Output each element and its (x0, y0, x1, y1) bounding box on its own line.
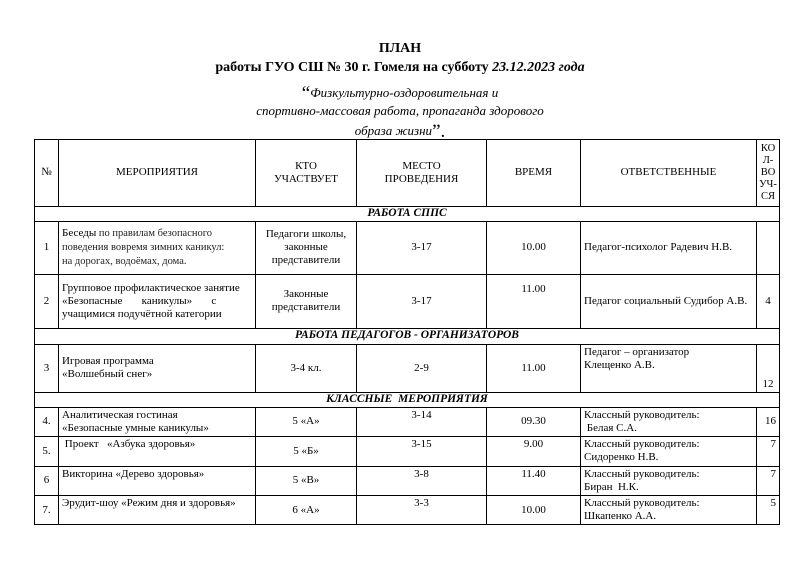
row-7-event: Эрудит-шоу «Режим дня и здоровья» (59, 495, 256, 524)
header-participants-2: УЧАСТВУЕТ (273, 173, 339, 185)
header-participants-1: КТО (295, 159, 317, 172)
row-2-num: 2 (35, 274, 59, 328)
row-2-who-1: Законные (283, 288, 329, 301)
row-6-event: Викторина «Дерево здоровья» (59, 466, 256, 495)
row-6-who: 5 «В» (256, 466, 357, 495)
row-3-event (59, 344, 256, 392)
row-7-responsible-2: Шкапенко А.А. (584, 510, 657, 523)
row-7-who: 6 «А» (256, 495, 357, 524)
row-3-who: 3-4 кл. (256, 344, 357, 392)
row-5-num: 5. (35, 437, 59, 466)
header-participants (256, 140, 357, 207)
row-5-place: 3-15 (357, 437, 487, 466)
row-2-who-2: представители (271, 301, 341, 314)
row-6-responsible (581, 466, 757, 495)
row-4-event-1: Аналитическая гостиная (62, 408, 178, 421)
row-3-place: 2-9 (357, 344, 487, 392)
row-4-responsible (581, 407, 757, 436)
header-place-1: МЕСТО (402, 159, 441, 172)
row-4-count: 16 (757, 407, 780, 436)
row-2-event-3: учащимися подучётной категории (62, 307, 222, 320)
row-1-event-lead: Беседы (62, 227, 97, 240)
topic-line-1-text: Физкультурно-оздоровительная и (310, 85, 499, 100)
header-count-3: ВО (760, 166, 776, 178)
section-row-spps (35, 207, 780, 222)
row-5-responsible-1: Классный руководитель: (584, 438, 700, 451)
row-1-event-3: на дорогах, водоёмах, дома. (62, 255, 187, 267)
row-1-who-3: представители (271, 254, 341, 267)
row-4-responsible-2: Белая С.А. (584, 421, 637, 434)
header-place (357, 140, 487, 207)
plan-table (34, 139, 780, 525)
row-2-event-2: «Безопасные каникулы» с (62, 294, 217, 307)
table-row (35, 437, 780, 466)
row-7-place: 3-3 (357, 495, 487, 524)
row-5-time: 9.00 (487, 437, 581, 466)
row-6-place: 3-8 (357, 466, 487, 495)
header-place-2: ПРОВЕДЕНИЯ (384, 173, 459, 185)
header-time: ВРЕМЯ (487, 140, 581, 207)
row-1-who (256, 221, 357, 274)
section-class-events: КЛАССНЫЕ МЕРОПРИЯТИЯ (35, 392, 780, 407)
row-2-responsible: Педагог социальный Судибор А.В. (581, 274, 757, 328)
row-1-who-1: Педагоги школы, (265, 228, 347, 241)
row-4-who: 5 «А» (256, 407, 357, 436)
subtitle-main: работы ГУО СШ № 30 г. Гомеля на субботу (215, 60, 489, 75)
row-1-num: 1 (35, 221, 59, 274)
open-quote: “ (301, 83, 311, 104)
row-7-responsible-1: Классный руководитель: (584, 496, 700, 509)
row-1-who-2: законные (284, 241, 328, 254)
section-spps: РАБОТА СППС (35, 207, 780, 222)
row-4-num: 4. (35, 407, 59, 436)
table-row (35, 407, 780, 436)
row-7-time: 10.00 (487, 495, 581, 524)
row-4-place: 3-14 (357, 407, 487, 436)
row-3-time: 11.00 (487, 344, 581, 392)
row-3-responsible-1: Педагог – организатор (584, 345, 690, 358)
section-organizers: РАБОТА ПЕДАГОГОВ - ОРГАНИЗАТОРОВ (35, 328, 780, 344)
row-2-place: 3-17 (357, 274, 487, 328)
row-6-count: 7 (757, 466, 780, 495)
header-count-5: СЯ (760, 191, 775, 203)
plan-subtitle (0, 60, 800, 76)
row-2-who (256, 274, 357, 328)
row-3-event-2: «Волшебный снег» (62, 368, 153, 381)
row-1-responsible: Педагог-психолог Радевич Н.В. (581, 221, 757, 274)
row-5-responsible (581, 437, 757, 466)
row-3-responsible (581, 344, 757, 392)
row-1-event-2: поведения вовремя зимних каникул: (62, 242, 225, 253)
row-4-event-2: «Безопасные умные каникулы» (62, 421, 209, 434)
row-6-num: 6 (35, 466, 59, 495)
row-7-responsible (581, 495, 757, 524)
topic-line-2: спортивно-массовая работа, пропаганда здорового (256, 103, 544, 118)
plan-title: ПЛАН (378, 41, 422, 56)
header-count-4: УЧ- (759, 179, 777, 191)
row-4-event (59, 407, 256, 436)
table-row (35, 466, 780, 495)
row-2-event-1: Групповое профилактическое занятие (62, 281, 240, 294)
row-5-count: 7 (757, 437, 780, 466)
table-row (35, 221, 780, 274)
row-2-count: 4 (757, 274, 780, 328)
row-1-event-1: по правилам безопасного (96, 228, 213, 240)
row-4-time: 09.30 (487, 407, 581, 436)
row-5-event: Проект «Азбука здоровья» (59, 437, 256, 466)
row-5-who: 5 «Б» (256, 437, 357, 466)
row-7-num: 7. (35, 495, 59, 524)
row-1-event (59, 221, 256, 274)
row-6-responsible-1: Классный руководитель: (584, 467, 700, 480)
header-count-2: Л- (762, 154, 774, 166)
table-row (35, 495, 780, 524)
close-quote: ”. (432, 121, 446, 142)
row-1-place: 3-17 (357, 221, 487, 274)
row-6-responsible-2: Биран Н.К. (584, 480, 639, 493)
topic-line-1 (0, 83, 800, 105)
row-7-count: 5 (757, 495, 780, 524)
header-count (757, 140, 780, 207)
row-5-responsible-2: Сидоренко Н.В. (584, 451, 659, 464)
row-6-time: 11.40 (487, 466, 581, 495)
section-row-class-events (35, 392, 780, 407)
header-event: МЕРОПРИЯТИЯ (59, 140, 256, 207)
header-responsible: ОТВЕТСТВЕННЫЕ (581, 140, 757, 207)
row-3-event-1: Игровая программа (62, 355, 154, 368)
table-row (35, 274, 780, 328)
header-num: № (35, 140, 59, 207)
row-1-count (757, 221, 780, 274)
subtitle-date: 23.12.2023 года (492, 60, 585, 75)
topic-line-3-text: образа жизни (354, 123, 433, 138)
row-1-time: 10.00 (487, 221, 581, 274)
row-4-responsible-1: Классный руководитель: (584, 408, 700, 421)
row-2-time: 11.00 (487, 274, 581, 328)
row-2-event (59, 274, 256, 328)
row-3-responsible-2: Клещенко А.В. (584, 358, 655, 371)
table-header-row (35, 140, 780, 207)
row-3-num: 3 (35, 344, 59, 392)
section-row-organizers (35, 328, 780, 344)
header-count-1: КО (760, 142, 776, 154)
table-row (35, 344, 780, 392)
row-3-count: 12 (757, 344, 780, 392)
